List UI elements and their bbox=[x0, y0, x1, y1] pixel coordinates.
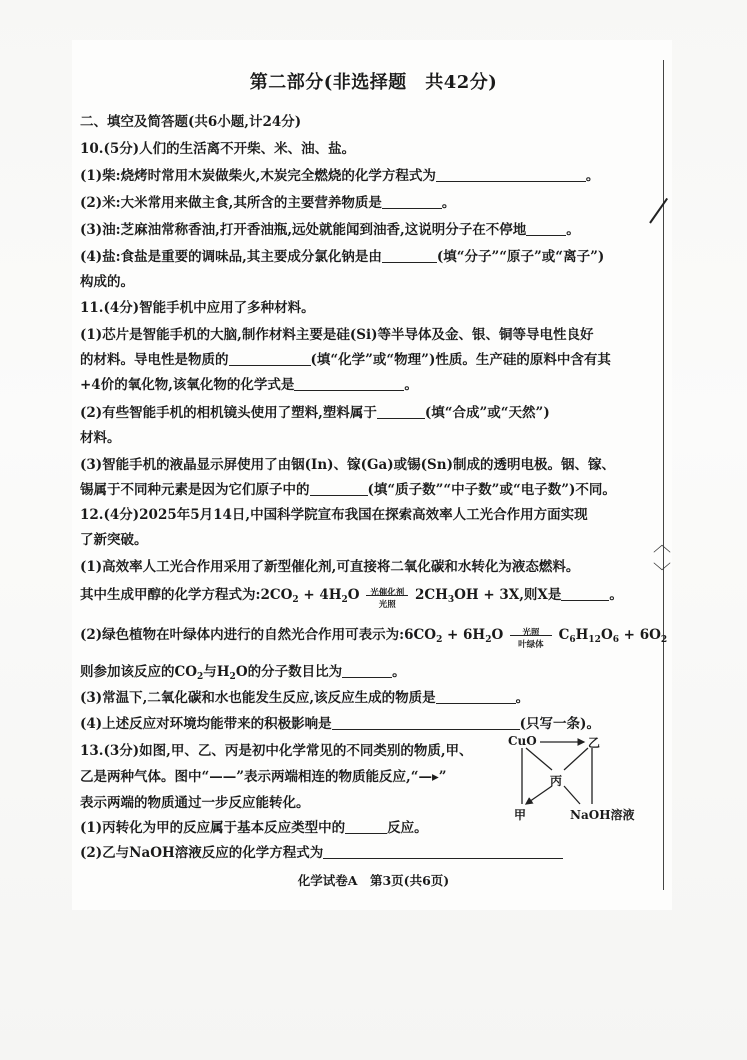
node-jia: 甲 bbox=[514, 808, 527, 822]
q13-part1-pre: (1)丙转化为甲的反应属于基本反应类型中的 bbox=[80, 820, 346, 836]
reaction-condition bbox=[508, 626, 554, 650]
q12-part2-equation: (2)绿色植物在叶绿体内进行的自然光合作用可表示为$:6CO_2 + 6H_2O$ 光照 叶绿体 $C_6H_{12}O_6 + 6O_2$ bbox=[80, 625, 645, 650]
q13-stem-cont: 乙是两种气体。图中“——”表示两端相连的物质能反应,“—▸” bbox=[80, 769, 447, 785]
q12-part1-equation: 其中生成甲醇的化学方程式为$:2CO_2 + 4H_2O$ 光催化剂 光照 $2CH_3OH + 3X$,则X是 。 bbox=[80, 585, 645, 610]
q12-part3-text: (3)常温下,二氧化碳和水也能发生反应,该反应生成的物质是 bbox=[80, 690, 436, 706]
q12-stem-cont: 了新突破。 bbox=[80, 532, 148, 548]
q10-part2: (2)米:大米常用来做主食,其所含的主要营养物质是 。 bbox=[80, 195, 456, 211]
q11-part1: (1)芯片是智能手机的大脑,制作材料主要是硅(Si)等半导体及金、银、铜等导电性良好 bbox=[80, 327, 594, 343]
q11-stem: 11.(4分)智能手机中应用了多种材料。 bbox=[80, 300, 315, 316]
answer-blank[interactable] bbox=[382, 194, 442, 209]
section-heading: 二、填空及简答题(共6小题,计24分) bbox=[80, 114, 302, 130]
q10-part4-hint: (填“分子”“原子”或“离子”) bbox=[436, 249, 605, 265]
answer-blank[interactable] bbox=[526, 221, 566, 236]
answer-blank[interactable] bbox=[436, 167, 586, 182]
q10-part1: (1)柴:烧烤时常用木炭做柴火,木炭完全燃烧的化学方程式为 。 bbox=[80, 168, 600, 184]
eq-text: 则参加该反应的CO bbox=[80, 664, 198, 680]
answer-blank[interactable] bbox=[436, 689, 516, 704]
q11-part1-post: (填“化学”或“物理”)性质。生产硅的原料中含有其 bbox=[310, 352, 611, 368]
q12-part1: (1)高效率人工光合作用采用了新型催化剂,可直接将二氧化碳和水转化为液态燃料。 bbox=[80, 559, 580, 575]
answer-blank[interactable] bbox=[345, 819, 387, 834]
node-yi: 乙 bbox=[588, 736, 601, 750]
eq-text: C bbox=[558, 627, 570, 643]
answer-blank[interactable] bbox=[342, 663, 392, 678]
node-bing: 丙 bbox=[550, 774, 563, 788]
eq-text: (2)绿色植物在叶绿体内进行的自然光合作用可表示为:6CO bbox=[80, 627, 437, 643]
q12-part4-post: (只写一条)。 bbox=[519, 716, 600, 732]
eq-text: O的分子数目比为 bbox=[235, 664, 343, 680]
q12-stem: 12.(4分)2025年5月14日,中国科学院宣布我国在探索高效率人工光合作用方面实现 bbox=[80, 507, 588, 523]
node-naoh: NaOH溶液 bbox=[570, 808, 635, 822]
q11-part1-oxide: +4价的氧化物,该氧化物的化学式是 bbox=[80, 377, 295, 393]
q12-part3: (3)常温下,二氧化碳和水也能发生反应,该反应生成的物质是 。 bbox=[80, 690, 530, 706]
page-title: 第二部分(非选择题 共42分) bbox=[249, 72, 498, 93]
q13-stem-cont2: 表示两端的物质通过一步反应能转化。 bbox=[80, 795, 310, 811]
node-cuo: CuO bbox=[508, 734, 537, 748]
eq-text: 其中生成甲醇的化学方程式为:2CO bbox=[80, 587, 293, 603]
q11-part2-pre: (2)有些智能手机的相机镜头使用了塑料,塑料属于 bbox=[80, 405, 377, 421]
answer-blank[interactable] bbox=[294, 376, 404, 391]
eq-text: + 6O bbox=[618, 627, 661, 643]
margin-line bbox=[663, 60, 664, 890]
condition-bottom: 光照 bbox=[378, 599, 396, 610]
answer-blank[interactable] bbox=[377, 404, 425, 419]
q10-part3-text: (3)油:芝麻油常称香油,打开香油瓶,远处就能闻到油香,这说明分子在不停地 bbox=[80, 222, 527, 238]
q10-part1-text: (1)柴:烧烤时常用木炭做柴火,木炭完全燃烧的化学方程式为 bbox=[80, 168, 436, 184]
q13-part2 bbox=[80, 843, 645, 863]
reaction-condition bbox=[364, 586, 410, 610]
eq-text: O bbox=[347, 587, 360, 603]
q11-part3: (3)智能手机的液晶显示屏使用了由铟(In)、镓(Ga)或锡(Sn)制成的透明电极。铟、镓、 bbox=[80, 457, 615, 473]
q11-part1-pre: 的材料。导电性是物质的 bbox=[80, 352, 229, 368]
q10-part4-text: (4)盐:食盐是重要的调味品,其主要成分氯化钠是由 bbox=[80, 249, 382, 265]
q11-part3-post: (填“质子数”“中子数”或“电子数”)不同。 bbox=[367, 482, 616, 498]
q11-part1-cont2: +4价的氧化物,该氧化物的化学式是 。 bbox=[80, 377, 418, 393]
q13-part1-post: 反应。 bbox=[387, 820, 428, 836]
answer-blank[interactable] bbox=[561, 586, 609, 601]
answer-blank[interactable] bbox=[229, 351, 311, 366]
q12-part4-text: (4)上述反应对环境均能带来的积极影响是 bbox=[80, 716, 332, 732]
q10-part2-text: (2)米:大米常用来做主食,其所含的主要营养物质是 bbox=[80, 195, 382, 211]
q13-part2-text: (2)乙与NaOH溶液反应的化学方程式为 bbox=[80, 845, 324, 861]
q12-part2-ratio: 则参加该反应的$CO_2$与$H_2O$的分子数目比为 。 bbox=[80, 664, 406, 682]
page-footer: 化学试卷A 第3页(共6页) bbox=[297, 873, 450, 888]
q11-part1-cont bbox=[80, 350, 645, 370]
q11-part2-post: (填“合成”或“天然”) bbox=[424, 405, 550, 421]
scroll-down-icon[interactable]: ﹀ bbox=[653, 562, 671, 583]
eq-text: + 4H bbox=[298, 587, 342, 603]
q13-stem: 13.(3分)如图,甲、乙、丙是初中化学常见的不同类别的物质,甲、 bbox=[80, 743, 473, 759]
reaction-diagram bbox=[508, 732, 648, 827]
q11-part3-cont bbox=[80, 480, 645, 500]
answer-blank[interactable] bbox=[310, 481, 368, 496]
answer-blank[interactable] bbox=[323, 844, 563, 859]
eq-text: 2CH bbox=[414, 587, 448, 603]
q12-part4 bbox=[80, 714, 645, 734]
condition-top: 光照 bbox=[522, 627, 540, 638]
eq-text: 与H bbox=[203, 664, 230, 680]
answer-blank[interactable] bbox=[382, 248, 437, 263]
q11-part2 bbox=[80, 403, 645, 423]
condition-bottom: 叶绿体 bbox=[518, 639, 544, 650]
answer-blank[interactable] bbox=[332, 715, 520, 730]
condition-top: 光催化剂 bbox=[370, 587, 405, 598]
q10-part4-cont: 构成的。 bbox=[80, 274, 134, 290]
q10-part4 bbox=[80, 247, 645, 267]
q11-part3-pre: 锡属于不同种元素是因为它们原子中的 bbox=[80, 482, 310, 498]
q10-stem: 10.(5分)人们的生活离不开柴、米、油、盐。 bbox=[80, 141, 356, 157]
q11-part2-cont: 材料。 bbox=[80, 430, 121, 446]
eq-text: O bbox=[491, 627, 504, 643]
eq-text: + 6H bbox=[442, 627, 486, 643]
scroll-up-icon[interactable]: ︿ bbox=[653, 535, 671, 556]
eq-text: OH + 3X,则X是 bbox=[454, 587, 562, 603]
q10-part3: (3)油:芝麻油常称香油,打开香油瓶,远处就能闻到油香,这说明分子在不停地 。 bbox=[80, 222, 580, 238]
